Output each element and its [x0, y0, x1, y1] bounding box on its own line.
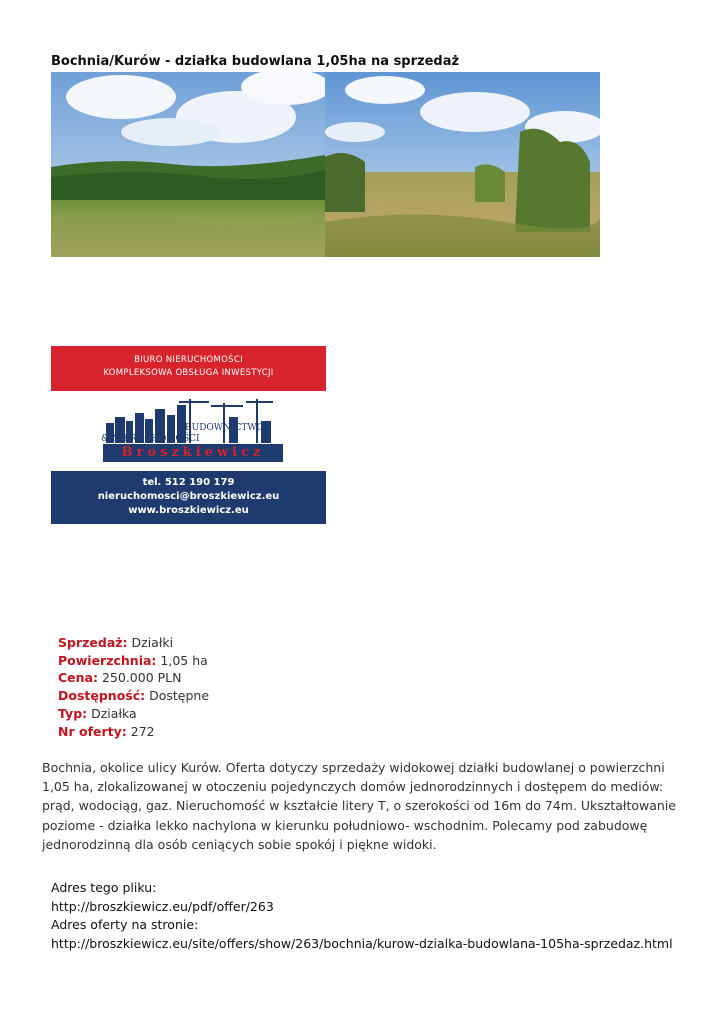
- detail-value: Działka: [91, 705, 137, 721]
- detail-offer-number: [58, 723, 209, 741]
- logo-website: www.broszkiewicz.eu: [128, 505, 249, 516]
- logo-email: nieruchomosci@broszkiewicz.eu: [97, 491, 280, 502]
- logo-line2: KOMPLEKSOWA OBSŁUGA INWESTYCJI: [103, 368, 274, 378]
- brand-line1: BUDOWNICTWO: [185, 423, 264, 433]
- offer-details: [58, 634, 209, 740]
- file-url[interactable]: http://broszkiewicz.eu/pdf/offer/263: [51, 898, 274, 914]
- offer-url[interactable]: http://broszkiewicz.eu/site/offers/show/263/bochnia/kurow-dzialka-budowlana-105ha-sprzedaz.html: [51, 935, 673, 951]
- detail-label: Sprzedaż:: [58, 635, 128, 650]
- offer-description: Bochnia, okolice ulicy Kurów. Oferta dotyczy sprzedaży widokowej działki budowlanej o powierzchni 1,05 ha, zlokalizowanej w otoczeniu pojedynczych domów jednorodzinnych i dostępem do mediów: prąd, wodociąg, gaz. Nieruchomość w kształcie litery T, o szerokości od 16m do 74m. Ukształtowanie poziome - działka lekko nachylona w kierunku południowo- wschodnim. Polecamy pod zabudowę jednorodzinną dla osób ceniących sobie spokój i piękne widoki.: [42, 760, 676, 852]
- logo-skyline: [51, 391, 326, 476]
- detail-label: Typ:: [58, 705, 88, 721]
- brand-line2: & NIERUCHOMOŚCI: [101, 434, 200, 444]
- photo-gallery: [51, 72, 600, 257]
- brand-name: Broszkiewicz: [103, 444, 283, 462]
- detail-area: [58, 652, 209, 670]
- detail-availability: [58, 687, 209, 705]
- detail-label: Dostępność:: [58, 688, 146, 704]
- offer-links: [51, 879, 673, 953]
- detail-type: [58, 705, 209, 723]
- detail-price: [58, 669, 209, 687]
- offer-url-label: Adres oferty na stronie:: [51, 917, 199, 933]
- detail-label: Powierzchnia:: [58, 652, 157, 668]
- detail-value: 272: [130, 723, 155, 739]
- detail-sale: [58, 634, 209, 652]
- detail-label: Cena:: [58, 670, 98, 686]
- detail-value: Dostępne: [149, 688, 210, 704]
- detail-value: Działki: [131, 635, 174, 650]
- agency-logo: [51, 346, 326, 524]
- detail-value: 1,05 ha: [160, 652, 208, 668]
- logo-line1: BIURO NIERUCHOMOŚCI: [134, 355, 243, 365]
- file-url-label: Adres tego pliku:: [51, 880, 157, 895]
- detail-value: 250.000 PLN: [101, 670, 182, 686]
- logo-contact-band: [51, 471, 326, 524]
- page-title: Bochnia/Kurów - działka budowlana 1,05ha na sprzedaż: [51, 54, 460, 69]
- plot-photo-left: [51, 72, 325, 257]
- logo-header-band: [51, 346, 326, 391]
- detail-label: Nr oferty:: [58, 723, 127, 739]
- plot-photo-right: [325, 72, 600, 257]
- logo-phone: tel. 512 190 179: [142, 477, 235, 488]
